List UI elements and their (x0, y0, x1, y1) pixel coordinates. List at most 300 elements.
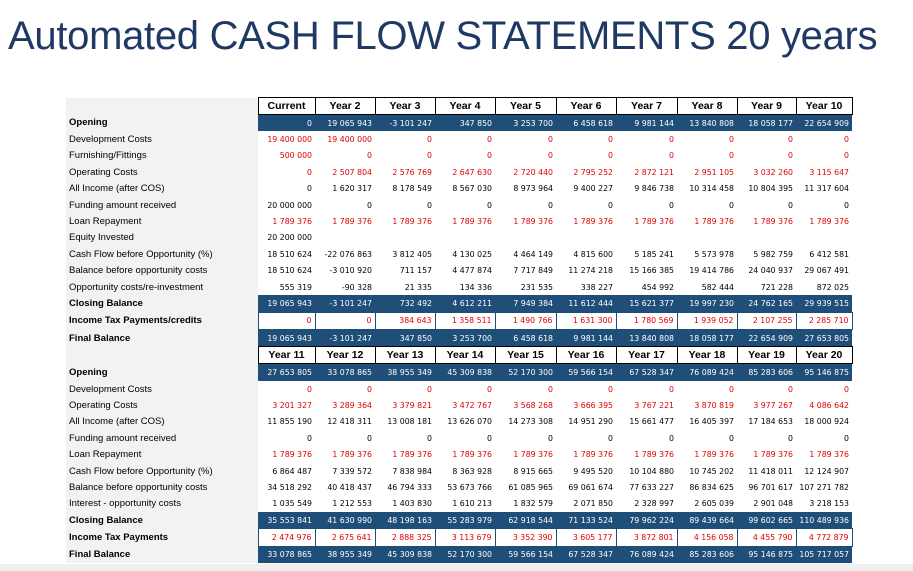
value-cell[interactable]: 22 654 909 (796, 115, 852, 132)
value-cell[interactable]: 9 495 520 (573, 466, 613, 476)
value-cell[interactable]: 3 812 405 (392, 249, 432, 259)
value-cell[interactable]: 1 789 376 (513, 450, 553, 460)
value-cell[interactable]: 18 510 624 (267, 266, 312, 276)
value-cell[interactable]: 3 870 819 (694, 400, 734, 410)
value-cell[interactable]: 1 358 511 (435, 312, 495, 329)
value-cell[interactable]: 1 620 317 (332, 184, 372, 194)
value-cell[interactable]: 95 146 875 (796, 364, 852, 381)
value-cell[interactable]: 34 518 292 (267, 482, 312, 492)
value-cell[interactable]: 4 156 058 (677, 529, 737, 546)
value-cell[interactable]: 0 (729, 200, 734, 210)
table-row (66, 381, 852, 397)
row-label: Loan Repayment (66, 213, 258, 229)
value-cell[interactable]: 18 058 177 (737, 115, 796, 132)
value-cell[interactable]: 1 631 300 (556, 312, 616, 329)
value-cell[interactable]: 40 418 437 (327, 482, 372, 492)
value-cell[interactable] (616, 230, 677, 246)
value-cell[interactable]: 1 789 376 (753, 450, 793, 460)
value-cell[interactable]: 0 (307, 184, 312, 194)
value-cell[interactable]: 0 (608, 384, 613, 394)
value-cell[interactable]: 1 789 376 (392, 450, 432, 460)
value-cell[interactable]: 48 198 163 (375, 512, 435, 529)
year-header: Year 19 (737, 347, 796, 364)
value-cell[interactable]: 33 078 865 (315, 364, 375, 381)
value-cell[interactable]: 2 888 325 (375, 529, 435, 546)
value-cell[interactable]: 2 675 641 (315, 529, 375, 546)
value-cell[interactable]: 13 008 181 (387, 417, 432, 427)
value-cell[interactable]: 0 (788, 151, 793, 161)
value-cell[interactable]: 18 000 924 (804, 417, 849, 427)
value-cell[interactable]: 721 228 (760, 282, 793, 292)
value-cell[interactable]: 0 (258, 312, 315, 329)
value-cell[interactable]: 0 (788, 433, 793, 443)
value-cell[interactable]: 95 146 875 (737, 546, 796, 563)
value-cell[interactable]: 19 065 943 (315, 115, 375, 132)
header-blank-cell (66, 347, 258, 364)
value-cell[interactable]: 45 309 838 (435, 364, 495, 381)
value-cell[interactable]: 1 789 376 (332, 450, 372, 460)
value-cell[interactable]: 4 612 211 (435, 295, 495, 312)
value-cell[interactable]: 10 745 202 (689, 466, 734, 476)
value-cell[interactable]: 55 283 979 (435, 512, 495, 529)
value-cell[interactable]: 11 418 011 (748, 466, 793, 476)
value-cell[interactable]: 2 071 850 (573, 499, 613, 509)
value-cell[interactable]: 0 (669, 200, 674, 210)
value-cell[interactable]: 0 (427, 433, 432, 443)
value-cell[interactable]: 0 (669, 433, 674, 443)
value-cell[interactable] (495, 230, 556, 246)
table-row (66, 496, 852, 512)
value-cell[interactable]: 0 (729, 151, 734, 161)
value-cell[interactable] (677, 230, 737, 246)
value-cell[interactable]: 1 403 830 (392, 499, 432, 509)
value-cell[interactable]: 15 621 377 (616, 295, 677, 312)
value-cell[interactable]: 1 789 376 (573, 217, 613, 227)
row-label: Operating Costs (66, 397, 258, 413)
value-cell[interactable]: 0 (427, 200, 432, 210)
value-cell[interactable]: 347 850 (435, 115, 495, 132)
value-cell[interactable]: 18 058 177 (677, 330, 737, 347)
value-cell[interactable]: 0 (427, 151, 432, 161)
value-cell[interactable] (556, 230, 616, 246)
value-cell[interactable]: 19 065 943 (258, 295, 315, 312)
table-row (66, 246, 852, 262)
value-cell[interactable]: 15 166 385 (629, 266, 674, 276)
value-cell[interactable]: 4 815 600 (573, 249, 613, 259)
value-cell[interactable]: 3 568 268 (513, 400, 553, 410)
value-cell[interactable]: 8 178 549 (392, 184, 432, 194)
value-cell[interactable]: 52 170 300 (435, 546, 495, 563)
value-cell[interactable]: 10 104 880 (629, 466, 674, 476)
value-cell[interactable]: 8 567 030 (452, 184, 492, 194)
value-cell[interactable]: 11 855 190 (267, 417, 312, 427)
value-cell[interactable]: 29 939 515 (796, 295, 852, 312)
value-cell[interactable]: 1 789 376 (332, 217, 372, 227)
value-cell[interactable]: 107 271 782 (799, 482, 849, 492)
value-cell[interactable]: 555 319 (279, 282, 312, 292)
value-cell[interactable]: 0 (307, 433, 312, 443)
value-cell[interactable]: 3 379 821 (392, 400, 432, 410)
value-cell[interactable]: 0 (367, 200, 372, 210)
value-cell[interactable]: 2 647 630 (452, 167, 492, 177)
value-cell[interactable]: 3 977 267 (753, 400, 793, 410)
value-cell[interactable]: 35 553 841 (258, 512, 315, 529)
value-cell[interactable]: 2 576 769 (392, 167, 432, 177)
value-cell[interactable]: 79 962 224 (616, 512, 677, 529)
value-cell[interactable]: 8 363 928 (452, 466, 492, 476)
value-cell[interactable]: 17 184 653 (748, 417, 793, 427)
value-cell[interactable]: 872 025 (816, 282, 849, 292)
value-cell[interactable]: 384 643 (375, 312, 435, 329)
value-cell[interactable]: 2 605 039 (694, 499, 734, 509)
year-header: Year 4 (435, 98, 495, 115)
value-cell[interactable]: 8 915 665 (513, 466, 553, 476)
value-cell[interactable]: 4 477 874 (452, 266, 492, 276)
value-cell[interactable]: 12 124 907 (804, 466, 849, 476)
value-cell[interactable]: 347 850 (375, 330, 435, 347)
value-cell[interactable]: 0 (487, 433, 492, 443)
value-cell[interactable]: 7 838 984 (392, 466, 432, 476)
value-cell[interactable]: 9 981 144 (616, 115, 677, 132)
value-cell[interactable]: 41 630 990 (315, 512, 375, 529)
value-cell[interactable]: 7 339 572 (332, 466, 372, 476)
value-cell[interactable]: 0 (788, 200, 793, 210)
value-cell[interactable]: 21 335 (404, 282, 432, 292)
value-cell[interactable]: 9 846 738 (634, 184, 674, 194)
value-cell[interactable]: 0 (367, 433, 372, 443)
value-cell[interactable]: 5 185 241 (634, 249, 674, 259)
value-cell[interactable]: 582 444 (701, 282, 734, 292)
value-cell[interactable]: 4 464 149 (513, 249, 553, 259)
value-cell[interactable]: 85 283 606 (677, 546, 737, 563)
value-cell[interactable]: 3 605 177 (556, 529, 616, 546)
value-cell[interactable]: 15 661 477 (629, 417, 674, 427)
value-cell[interactable]: 3 218 153 (809, 499, 849, 509)
value-cell[interactable]: 29 067 491 (804, 266, 849, 276)
value-cell[interactable]: 19 065 943 (258, 330, 315, 347)
value-cell[interactable]: 0 (307, 384, 312, 394)
value-cell[interactable]: 52 170 300 (495, 364, 556, 381)
value-cell[interactable]: 10 314 458 (689, 184, 734, 194)
value-cell[interactable]: 0 (608, 200, 613, 210)
value-cell[interactable]: 6 458 618 (495, 330, 556, 347)
value-cell[interactable]: 71 133 524 (556, 512, 616, 529)
row-label: Income Tax Payments/credits (66, 312, 258, 329)
value-cell[interactable]: 1 789 376 (272, 450, 312, 460)
value-cell[interactable]: 2 285 710 (796, 312, 852, 329)
value-cell[interactable]: 46 794 333 (387, 482, 432, 492)
value-cell[interactable]: 0 (487, 151, 492, 161)
value-cell[interactable]: 4 455 790 (737, 529, 796, 546)
value-cell[interactable]: 3 032 260 (753, 167, 793, 177)
value-cell[interactable]: 1 780 569 (616, 312, 677, 329)
table-row (66, 312, 852, 329)
value-cell[interactable]: 1 789 376 (809, 217, 849, 227)
value-cell[interactable]: 0 (548, 151, 553, 161)
value-cell[interactable]: 3 253 700 (495, 115, 556, 132)
value-cell[interactable]: 53 673 766 (447, 482, 492, 492)
value-cell[interactable]: 0 (487, 384, 492, 394)
row-label: Funding amount received (66, 197, 258, 213)
value-cell[interactable]: 1 490 766 (495, 312, 556, 329)
value-cell[interactable]: 0 (788, 384, 793, 394)
value-cell[interactable]: 0 (729, 135, 734, 145)
value-cell[interactable]: 1 610 213 (452, 499, 492, 509)
table-row (66, 181, 852, 197)
value-cell[interactable]: 105 717 057 (796, 546, 852, 563)
value-cell[interactable]: 96 701 617 (748, 482, 793, 492)
year-header: Year 20 (796, 347, 852, 364)
row-label: Cash Flow before Opportunity (%) (66, 463, 258, 479)
value-cell[interactable]: 0 (548, 384, 553, 394)
value-cell[interactable]: 5 982 759 (753, 249, 793, 259)
bottom-band (0, 564, 913, 571)
value-cell[interactable]: 38 955 349 (375, 364, 435, 381)
value-cell[interactable]: 4 086 642 (809, 400, 849, 410)
value-cell[interactable]: 24 762 165 (737, 295, 796, 312)
value-cell[interactable]: 0 (844, 200, 849, 210)
value-cell[interactable]: 0 (548, 200, 553, 210)
value-cell[interactable]: 20 000 000 (267, 200, 312, 210)
value-cell[interactable]: 3 289 364 (332, 400, 372, 410)
value-cell[interactable]: 2 474 976 (258, 529, 315, 546)
value-cell[interactable]: 59 566 154 (556, 364, 616, 381)
value-cell[interactable]: 62 918 544 (495, 512, 556, 529)
row-label: All Income (after COS) (66, 414, 258, 430)
table-row (66, 148, 852, 164)
table-row (66, 295, 852, 312)
value-cell[interactable]: 0 (608, 151, 613, 161)
table-row (66, 279, 852, 295)
value-cell[interactable]: 1 789 376 (753, 217, 793, 227)
value-cell[interactable]: 6 412 581 (809, 249, 849, 259)
value-cell[interactable]: 711 157 (399, 266, 432, 276)
value-cell[interactable]: 1 789 376 (694, 450, 734, 460)
row-label: Opening (66, 364, 258, 381)
value-cell[interactable]: 19 400 000 (267, 135, 312, 145)
cash-flow-sheet (66, 97, 853, 563)
value-cell[interactable]: 67 528 347 (556, 546, 616, 563)
value-cell[interactable]: 33 078 865 (258, 546, 315, 563)
value-cell[interactable]: 69 061 674 (568, 482, 613, 492)
value-cell[interactable]: 1 789 376 (694, 217, 734, 227)
value-cell[interactable]: 14 951 290 (568, 417, 613, 427)
value-cell[interactable]: 454 992 (641, 282, 674, 292)
value-cell[interactable]: 13 840 808 (616, 330, 677, 347)
value-cell[interactable]: 2 507 804 (332, 167, 372, 177)
value-cell[interactable]: 1 035 549 (272, 499, 312, 509)
value-cell[interactable]: 3 666 395 (573, 400, 613, 410)
value-cell[interactable]: 0 (669, 151, 674, 161)
value-cell[interactable]: 0 (669, 384, 674, 394)
row-label: Interest - opportunity costs (66, 496, 258, 512)
value-cell[interactable]: 76 089 424 (677, 364, 737, 381)
value-cell[interactable]: 0 (427, 384, 432, 394)
value-cell[interactable]: 38 955 349 (315, 546, 375, 563)
value-cell[interactable]: 20 200 000 (267, 233, 312, 243)
value-cell[interactable]: 1 789 376 (392, 217, 432, 227)
row-label: Final Balance (66, 546, 258, 563)
value-cell[interactable]: 0 (844, 433, 849, 443)
value-cell[interactable]: 1 789 376 (452, 450, 492, 460)
value-cell[interactable]: -3 101 247 (315, 330, 375, 347)
value-cell[interactable]: 0 (729, 384, 734, 394)
value-cell[interactable]: 0 (729, 433, 734, 443)
value-cell[interactable]: 0 (427, 135, 432, 145)
value-cell[interactable]: 1 789 376 (573, 450, 613, 460)
row-label: Development Costs (66, 131, 258, 147)
value-cell[interactable]: 4 772 879 (796, 529, 852, 546)
value-cell[interactable]: 500 000 (279, 151, 312, 161)
value-cell[interactable] (737, 230, 796, 246)
value-cell[interactable]: 67 528 347 (616, 364, 677, 381)
table-row (66, 446, 852, 462)
value-cell[interactable]: -3 101 247 (375, 115, 435, 132)
value-cell[interactable]: 0 (548, 433, 553, 443)
value-cell[interactable]: 0 (307, 167, 312, 177)
value-cell[interactable]: 27 653 805 (796, 330, 852, 347)
value-cell[interactable]: 3 352 390 (495, 529, 556, 546)
value-cell[interactable]: 0 (844, 151, 849, 161)
year-header: Year 17 (616, 347, 677, 364)
cash-flow-table (66, 97, 853, 563)
table-row (66, 364, 852, 381)
value-cell[interactable]: 0 (844, 384, 849, 394)
row-label: Operating Costs (66, 164, 258, 180)
value-cell[interactable]: 8 973 964 (513, 184, 553, 194)
value-cell[interactable] (435, 230, 495, 246)
value-cell[interactable]: 3 113 679 (435, 529, 495, 546)
value-cell[interactable]: 3 201 327 (272, 400, 312, 410)
value-cell[interactable]: 0 (788, 135, 793, 145)
value-cell[interactable]: 19 414 786 (689, 266, 734, 276)
value-cell[interactable]: 19 400 000 (327, 135, 372, 145)
value-cell[interactable]: 3 767 221 (634, 400, 674, 410)
value-cell[interactable]: 76 089 424 (616, 546, 677, 563)
value-cell[interactable]: 1 212 553 (332, 499, 372, 509)
value-cell[interactable]: 24 040 937 (748, 266, 793, 276)
value-cell[interactable] (315, 230, 375, 246)
value-cell[interactable]: 4 130 025 (452, 249, 492, 259)
value-cell[interactable]: 85 283 606 (737, 364, 796, 381)
value-cell[interactable]: 2 951 105 (694, 167, 734, 177)
value-cell[interactable]: 86 834 625 (689, 482, 734, 492)
value-cell[interactable] (796, 230, 852, 246)
value-cell[interactable]: 27 653 805 (258, 364, 315, 381)
value-cell[interactable]: 1 789 376 (634, 217, 674, 227)
value-cell[interactable]: 9 981 144 (556, 330, 616, 347)
value-cell[interactable]: 6 458 618 (556, 115, 616, 132)
value-cell[interactable]: 3 253 700 (435, 330, 495, 347)
value-cell[interactable]: 110 489 936 (796, 512, 852, 529)
table-row (66, 414, 852, 430)
value-cell[interactable]: 7 717 849 (513, 266, 553, 276)
value-cell[interactable]: 13 626 070 (447, 417, 492, 427)
value-cell[interactable]: 0 (669, 135, 674, 145)
value-cell[interactable]: 0 (367, 384, 372, 394)
value-cell[interactable]: 2 872 121 (634, 167, 674, 177)
value-cell[interactable]: 0 (844, 135, 849, 145)
value-cell[interactable]: -3 010 920 (329, 266, 372, 276)
table-row (66, 230, 852, 246)
value-cell[interactable]: 61 085 965 (508, 482, 553, 492)
value-cell[interactable]: 77 633 227 (629, 482, 674, 492)
value-cell[interactable]: 12 418 311 (327, 417, 372, 427)
value-cell[interactable]: 1 832 579 (513, 499, 553, 509)
value-cell[interactable]: 0 (258, 115, 315, 132)
value-cell[interactable]: 1 939 052 (677, 312, 737, 329)
value-cell[interactable]: 0 (487, 200, 492, 210)
value-cell[interactable]: 2 901 048 (753, 499, 793, 509)
value-cell[interactable]: 0 (367, 151, 372, 161)
value-cell[interactable]: 134 336 (459, 282, 492, 292)
value-cell[interactable]: 2 107 255 (737, 312, 796, 329)
value-cell[interactable]: 6 864 487 (272, 466, 312, 476)
value-cell[interactable]: 10 804 395 (748, 184, 793, 194)
value-cell[interactable]: 1 789 376 (634, 450, 674, 460)
value-cell[interactable]: 59 566 154 (495, 546, 556, 563)
value-cell[interactable]: 1 789 376 (809, 450, 849, 460)
value-cell[interactable]: 0 (608, 433, 613, 443)
value-cell[interactable]: 0 (487, 135, 492, 145)
value-cell[interactable]: -22 076 863 (324, 249, 372, 259)
value-cell[interactable]: 45 309 838 (375, 546, 435, 563)
table-row (66, 546, 852, 563)
value-cell[interactable]: 0 (315, 312, 375, 329)
value-cell[interactable]: 22 654 909 (737, 330, 796, 347)
value-cell[interactable]: 99 602 665 (737, 512, 796, 529)
value-cell[interactable]: 3 115 647 (809, 167, 849, 177)
value-cell[interactable]: 2 795 252 (573, 167, 613, 177)
value-cell[interactable]: 19 997 230 (677, 295, 737, 312)
year-header: Year 7 (616, 98, 677, 115)
table-row (66, 263, 852, 279)
value-cell[interactable]: 9 400 227 (573, 184, 613, 194)
value-cell[interactable]: 14 273 308 (508, 417, 553, 427)
year-header: Year 10 (796, 98, 852, 115)
table-row (66, 197, 852, 213)
value-cell[interactable]: 11 274 218 (568, 266, 613, 276)
value-cell[interactable]: 732 492 (375, 295, 435, 312)
year-header: Year 9 (737, 98, 796, 115)
value-cell[interactable]: 5 573 978 (694, 249, 734, 259)
value-cell[interactable]: 3 872 801 (616, 529, 677, 546)
value-cell[interactable]: 0 (548, 135, 553, 145)
value-cell[interactable]: 231 535 (520, 282, 553, 292)
value-cell[interactable]: -90 328 (341, 282, 372, 292)
value-cell[interactable]: 2 720 440 (513, 167, 553, 177)
value-cell[interactable]: 7 949 384 (495, 295, 556, 312)
value-cell[interactable] (375, 230, 435, 246)
value-cell[interactable]: 11 612 444 (556, 295, 616, 312)
value-cell[interactable]: 0 (608, 135, 613, 145)
value-cell[interactable]: 16 405 397 (689, 417, 734, 427)
value-cell[interactable]: 3 472 767 (452, 400, 492, 410)
value-cell[interactable]: 338 227 (580, 282, 613, 292)
value-cell[interactable]: 1 789 376 (513, 217, 553, 227)
value-cell[interactable]: 1 789 376 (272, 217, 312, 227)
value-cell[interactable]: -3 101 247 (315, 295, 375, 312)
row-label: Furnishing/Fittings (66, 148, 258, 164)
value-cell[interactable]: 89 439 664 (677, 512, 737, 529)
value-cell[interactable]: 11 317 604 (804, 184, 849, 194)
row-label: Closing Balance (66, 295, 258, 312)
value-cell[interactable]: 13 840 808 (677, 115, 737, 132)
row-label: Cash Flow before Opportunity (%) (66, 246, 258, 262)
value-cell[interactable]: 18 510 624 (267, 249, 312, 259)
value-cell[interactable]: 2 328 997 (634, 499, 674, 509)
value-cell[interactable]: 1 789 376 (452, 217, 492, 227)
